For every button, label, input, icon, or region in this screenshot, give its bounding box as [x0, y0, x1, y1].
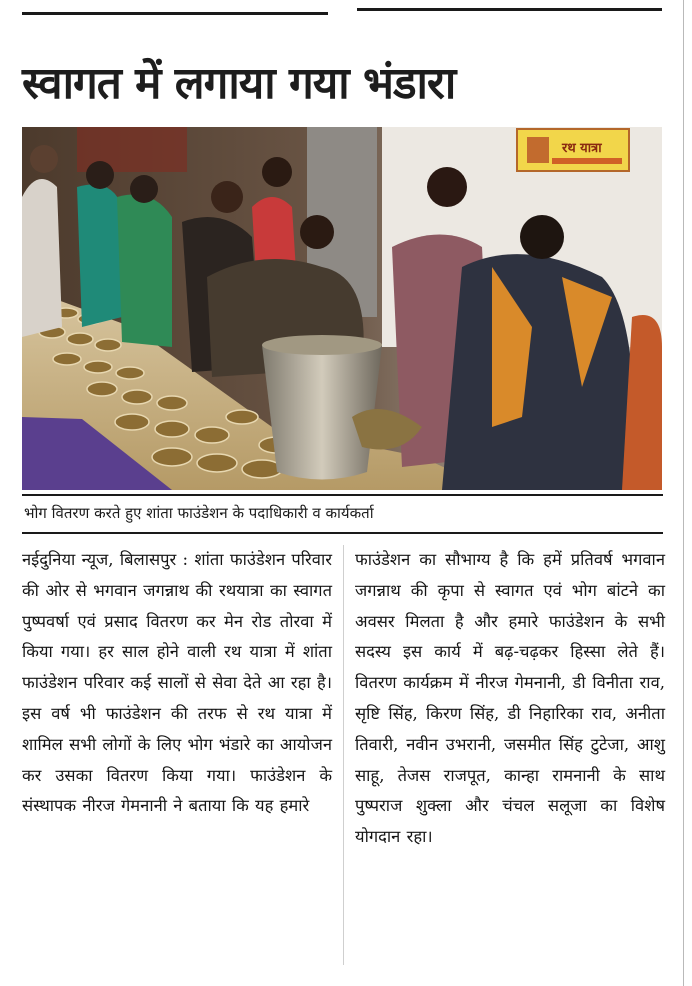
article-column-1: [22, 545, 332, 822]
caption-top-rule: [22, 494, 663, 496]
article-column-2: [355, 545, 665, 853]
headline: स्वागत में लगाया गया भंडारा: [22, 58, 456, 109]
caption-bottom-rule: [22, 532, 663, 534]
right-page-edge: [683, 0, 684, 986]
photo-banner-text: रथ यात्रा: [562, 141, 602, 156]
news-photo: [22, 127, 662, 490]
column-divider: [343, 545, 344, 965]
photo-caption: भोग वितरण करते हुए शांता फाउंडेशन के पदाधिकारी व कार्यकर्ता: [24, 504, 374, 522]
article-text-column-2: फाउंडेशन का सौभाग्य है कि हमें प्रतिवर्ष भगवान जगन्नाथ की कृपा से स्वागत एवं भोग बांटने का अवसर मिलता है और हमारे फाउंडेशन के सभी सदस्य इस कार्य में बढ़-चढ़कर हिस्सा लेते हैं। वितरण कार्यक्रम में नीरज गेमनानी, डी विनीता राव, सृष्टि सिंह, किरण सिंह, डी निहारिका राव, अनीता तिवारी, नवीन उभरानी, जसमीत सिंह टुटेजा, आशु साहू, तेजस राजपूत, कान्हा रामनानी के साथ पुष्पराज शुक्ला और चंचल सलूजा का विशेष योगदान रहा।: [355, 550, 665, 847]
top-rule-right: [357, 8, 662, 11]
top-rule-left: [22, 12, 328, 15]
article-text-column-1: नईदुनिया न्यूज, बिलासपुर : शांता फाउंडेशन परिवार की ओर से भगवान जगन्नाथ की रथयात्रा का स्वागत पुष्पवर्षा एवं प्रसाद वितरण कर मेन रोड तोरवा में किया गया। हर साल होने वाली रथ यात्रा में शांता फाउंडेशन परिवार कई सालों से सेवा देते आ रहा है। इस वर्ष भी फाउंडेशन की तरफ से रथ यात्रा में शामिल सभी लोगों के लिए भोग भंडारे का आयोजन कर उसका वितरण किया गया। फाउंडेशन के संस्थापक नीरज गेमनानी ने बताया कि यह हमारे: [22, 550, 332, 816]
